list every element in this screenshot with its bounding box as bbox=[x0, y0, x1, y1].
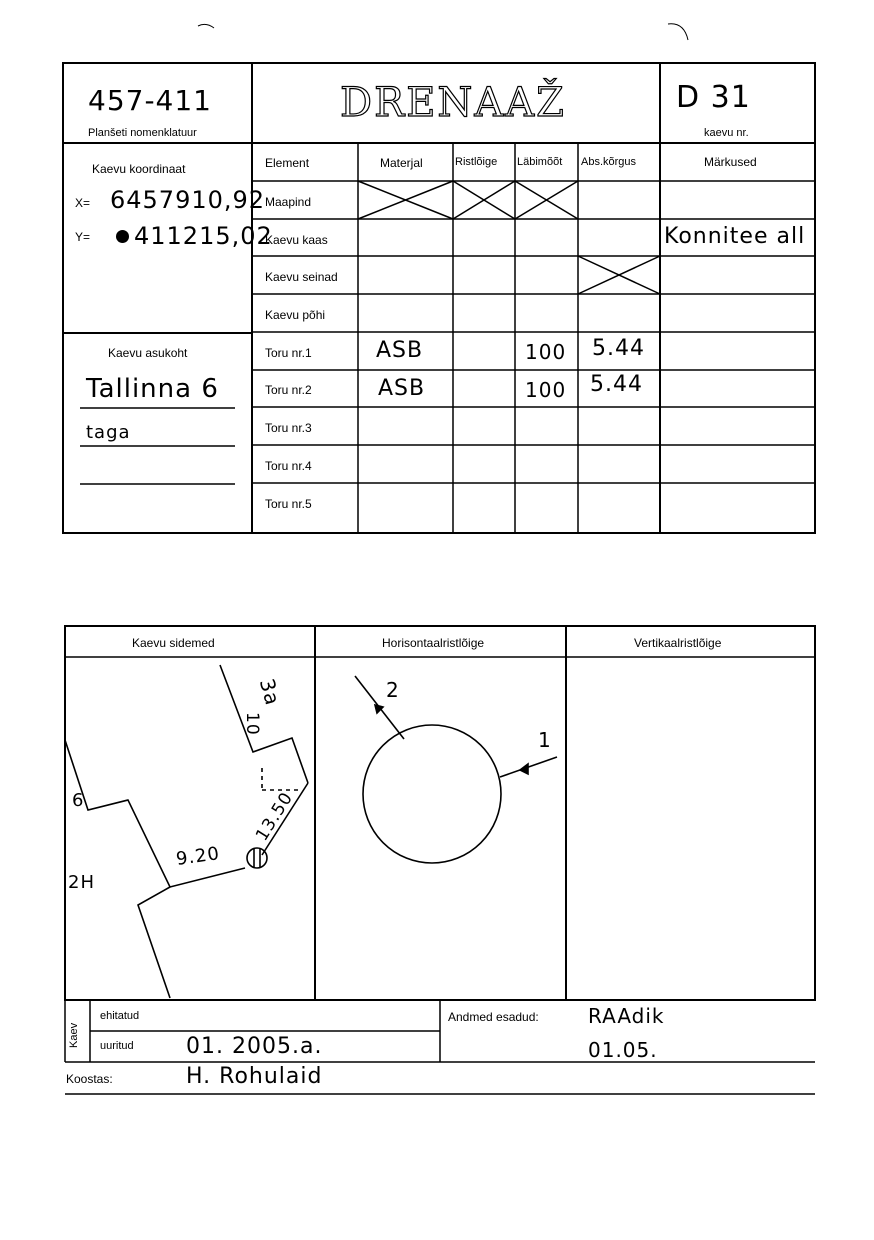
header-diameter: Läbimõõt bbox=[517, 156, 563, 168]
row-height: 5.44 bbox=[590, 372, 643, 397]
header-material: Materjal bbox=[380, 156, 423, 170]
pipe-label-1: 1 bbox=[538, 728, 552, 752]
row-element: Toru nr.2 bbox=[265, 383, 312, 397]
row-element: Kaevu põhi bbox=[265, 308, 326, 322]
dimension-10: 10 bbox=[242, 712, 262, 736]
row-diameter: 100 bbox=[525, 340, 567, 364]
row-material: ASB bbox=[376, 338, 424, 363]
author-label: Koostas: bbox=[66, 1072, 113, 1086]
header-cross-section: Ristlõige bbox=[455, 156, 498, 168]
row-element: Toru nr.5 bbox=[265, 497, 312, 511]
location-line-2: taga bbox=[86, 422, 131, 443]
row-element: Toru nr.1 bbox=[265, 346, 312, 360]
row-material: ASB bbox=[378, 376, 426, 401]
header-element: Element bbox=[265, 156, 310, 170]
house-label-6: 6 bbox=[72, 790, 85, 811]
header-abs-height: Abs.kõrgus bbox=[581, 156, 637, 168]
dimension-9-20: 9.20 bbox=[174, 843, 222, 870]
house-label-2h: 2H bbox=[68, 872, 95, 893]
section-links-title: Kaevu sidemed bbox=[132, 636, 215, 650]
pipe-label-2: 2 bbox=[386, 678, 400, 702]
surveyed-date: 01. 2005.a. bbox=[186, 1034, 323, 1059]
well-label: kaevu nr. bbox=[704, 127, 749, 139]
row-element: Toru nr.3 bbox=[265, 421, 312, 435]
row-notes: Konnitee all bbox=[664, 224, 806, 249]
data-provider-name: RAAdik bbox=[588, 1004, 665, 1028]
plan-label: Planšeti nomenklatuur bbox=[88, 127, 197, 139]
author-name: H. Rohulaid bbox=[186, 1064, 323, 1089]
page-title: DRENAAŽ bbox=[340, 80, 566, 126]
location-line-1: Tallinna 6 bbox=[86, 374, 219, 404]
horizontal-section bbox=[355, 676, 557, 863]
y-prefix: Y= bbox=[75, 230, 91, 244]
row-element: Kaevu seinad bbox=[265, 270, 338, 284]
section-vertical-title: Vertikaalristlõige bbox=[634, 636, 722, 650]
row-height: 5.44 bbox=[592, 336, 645, 361]
header-notes: Märkused bbox=[704, 155, 757, 169]
row-diameter: 100 bbox=[525, 378, 567, 402]
house-label-3a: 3a bbox=[254, 676, 285, 709]
well-number: D 31 bbox=[676, 80, 751, 115]
built-label: ehitatud bbox=[100, 1010, 140, 1022]
dimension-13-50: 13.50 bbox=[252, 788, 298, 845]
surveyed-label: uuritud bbox=[100, 1040, 134, 1052]
row-element: Kaevu kaas bbox=[265, 233, 328, 247]
row-element: Maapind bbox=[265, 195, 312, 209]
x-coordinate: 6457910,92 bbox=[110, 186, 266, 214]
ink-blot bbox=[116, 230, 129, 243]
y-coordinate: 411215,02 bbox=[134, 222, 273, 250]
x-prefix: X= bbox=[75, 196, 91, 210]
plan-number: 457-411 bbox=[88, 84, 212, 117]
well-side-label: Kaev bbox=[68, 1022, 80, 1048]
data-provider-date: 01.05. bbox=[588, 1038, 658, 1062]
location-label: Kaevu asukoht bbox=[108, 346, 188, 360]
data-provider-label: Andmed esadud: bbox=[448, 1010, 539, 1024]
coordinates-label: Kaevu koordinaat bbox=[92, 162, 186, 176]
section-horizontal-title: Horisontaalristlõige bbox=[382, 636, 485, 650]
row-element: Toru nr.4 bbox=[265, 459, 312, 473]
